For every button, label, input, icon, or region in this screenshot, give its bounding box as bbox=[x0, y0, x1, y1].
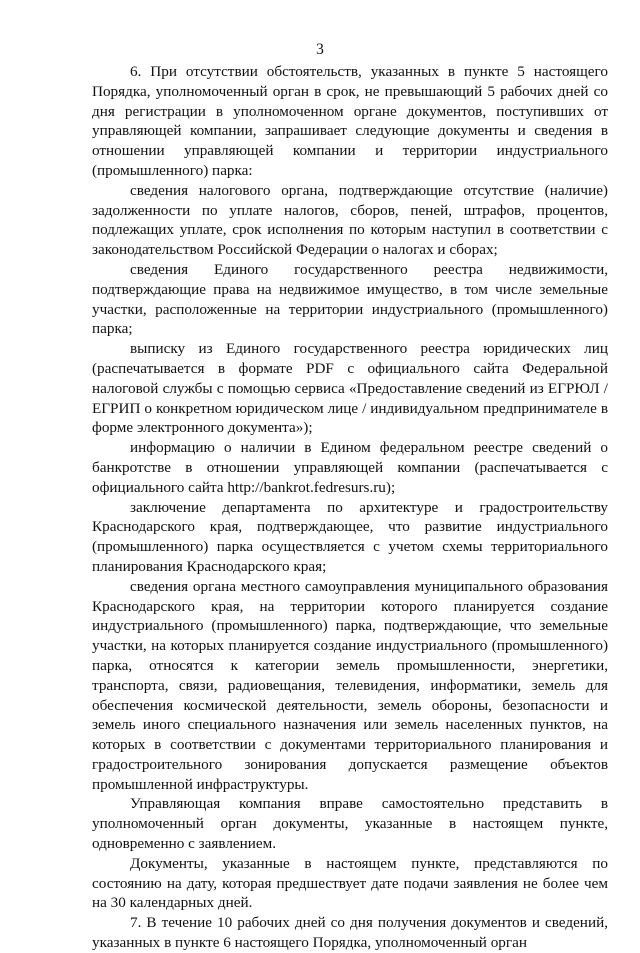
paragraph-item-7: 7. В течение 10 рабочих дней со дня получения документов и сведений, указанных в пункте 6 настоящего Порядка, уполномоченный орган bbox=[92, 914, 608, 952]
document-body bbox=[92, 62, 608, 953]
paragraph-legal-entities-extract: выписку из Единого государственного реестра юридических лиц (распечатывается в формате PDF с официального сайта Федеральной налоговой службы с помощью сервиса «Предоставление сведений из ЕГРЮЛ / ЕГРИП о конкретном юридическом лице / индивидуальном предпринимателе в форме электронного документа»); bbox=[92, 340, 608, 437]
paragraph-tax-info: сведения налогового органа, подтверждающие отсутствие (наличие) задолженности по уплате налогов, сборов, пеней, штрафов, процентов, подлежащих уплате, срок исполнения по которым наступил в соответствии с законодательством Российской Федерации о налогах и сборах; bbox=[92, 181, 608, 259]
page-number: 3 bbox=[316, 41, 324, 58]
paragraph-bankruptcy-info: информацию о наличии в Едином федеральном реестре сведений о банкротстве в отношении управляющей компании (распечатывается с официального сайта http://bankrot.fedresurs.ru); bbox=[92, 439, 608, 496]
paragraph-documents-date: Документы, указанные в настоящем пункте, представляются по состоянию на дату, которая предшествует дате подачи заявления не более чем на 30 календарных дней. bbox=[92, 854, 608, 912]
paragraph-self-submission: Управляющая компания вправе самостоятельно представить в уполномоченный орган документы, указанные в настоящем пункте, одновременно с заявлением. bbox=[92, 795, 608, 853]
paragraph-architecture-conclusion: заключение департамента по архитектуре и градостроительству Краснодарского края, подтверждающее, что развитие индустриального (промышленного) парка осуществляется с учетом схемы территориального планирования Краснодарского края; bbox=[92, 498, 608, 575]
paragraph-real-estate-registry: сведения Единого государственного реестра недвижимости, подтверждающие права на недвижимое имущество, в том числе земельные участки, расположенные на территории индустриального (промышленного) парка; bbox=[92, 260, 608, 338]
paragraph-item-6: 6. При отсутствии обстоятельств, указанных в пункте 5 настоящего Порядка, уполномоченный орган в срок, не превышающий 5 рабочих дней со дня регистрации в уполномоченном органе документов, поступивших от управляющей компании, запрашивает следующие документы и сведения в отношении управляющей компании и территории индустриального (промышленного) парка: bbox=[92, 63, 608, 179]
paragraph-local-government-info: сведения органа местного самоуправления муниципального образования Краснодарского края, на территории которого планируется создание индустриального (промышленного) парка, подтверждающие, что земельные участки, на которых планируется создание индустриального (промышленного) парка, относятся к категории земель промышленности, энергетики, транспорта, связи, радиовещания, телевидения, информатики, земель для обеспечения космической деятельности, земель обороны, безопасности и земель иного специального назначения или земель населенных пунктов, на которых в соответствии с документами территориального планирования и градостроительного зонирования допускается размещение объектов промышленной инфраструктуры. bbox=[92, 577, 608, 793]
